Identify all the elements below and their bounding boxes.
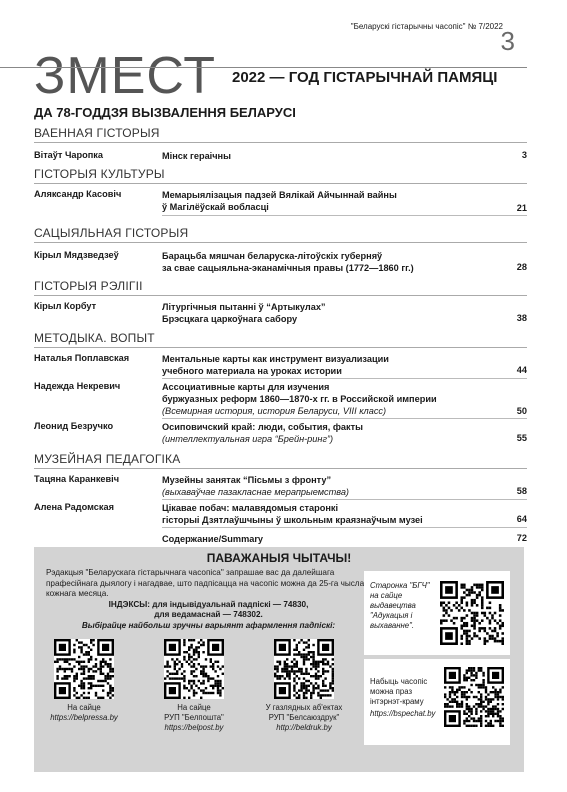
belpost-link[interactable]: https://belpost.by [164,723,224,732]
entry-author: Наталья Поплавская [34,353,130,363]
entry-page: 44 [516,365,527,375]
contents-heading: ЗМЕСТ [34,47,216,105]
entry-title: Ассоциативные карты для изучения буржуазных реформ 1860—1870-х гг. в Российской империи (Всемирная история, история Беларуси, VIII класс) [162,382,437,416]
entry-author: Вітаўт Чаропка [34,150,104,160]
beldruk-link[interactable]: http://beldruk.by [276,723,332,732]
section-heading: ГІСТОРЫЯ КУЛЬТУРЫ [34,167,527,184]
header-divider [0,67,527,68]
entry-divider [162,527,527,528]
toc-entry[interactable] [34,150,527,164]
index-line-2: для ведамаснай — 748302. [154,610,263,619]
entry-title: Ментальные карты как инструмент визуализации учебного материала на уроках истории [162,354,389,376]
toc-entry[interactable] [34,301,527,329]
entry-title: Мемарыялізацыя падзей Вялікай Айчыннай вайны ў Магілёўскай вобласці [162,190,397,212]
publisher-box [364,571,510,655]
entry-divider [162,499,527,500]
entry-title: Содержание/Summary [162,534,264,544]
notice-text: Рэдакцыя "Беларускага гістарычнага часопіса" запрашае вас да далейшага прафесійнага дыялогу і нагадвае, што падпісацца на часопіс можна да 25-га чысла кожнага месяца. [46,568,365,598]
choose-text: Выбірайце найбольш зручны варыянт афармлення падпіскі: [81,620,336,630]
index-line-1: ІНДЭКСЫ: для індывідуальнай падпіскі — 74830, [108,599,309,609]
entry-divider [162,378,527,379]
qr-code-shop[interactable] [444,667,504,727]
toc-entry[interactable] [34,353,527,381]
entry-author: Леонид Безручко [34,421,114,431]
section-heading: ГІСТОРЫЯ РЭЛІГІІ [34,279,527,296]
entry-title: Мінск гераічны [162,151,231,161]
entry-page: 21 [516,203,527,213]
section-heading: САЦЫЯЛЬНАЯ ГІСТОРЫЯ [34,226,527,243]
section-heading: МЕТОДЫКА. ВОПЫТ [34,331,527,348]
toc-entry[interactable] [34,250,527,278]
entry-page: 38 [516,313,527,323]
qr-code-belpressa[interactable] [54,639,114,699]
issue-subtitle: ДА 78-ГОДДЗЯ ВЫЗВАЛЕННЯ БЕЛАРУСІ [34,105,296,120]
qr-code-publisher[interactable] [440,581,504,645]
toc-entry[interactable] [34,502,527,530]
qr-code-belpost[interactable] [164,639,224,699]
publisher-text: Старонка "БГЧ" на сайце выдавецтва "Адукацыя і выхаванне". [370,581,430,630]
shop-text: Набыць часопіс можна праз інтэрнэт-краму [370,677,428,706]
entry-divider [162,418,527,419]
toc-entry[interactable] [34,421,527,449]
shop-link[interactable]: https://bspechat.by [370,709,436,718]
toc-entry[interactable] [34,474,527,502]
entry-author: Надежда Некревич [34,381,121,391]
subscription-notice [34,547,524,772]
entry-author: Аляксандр Касовіч [34,189,122,199]
entry-title: Цікавае побач: малавядомыя старонкі гісторыі Дзятлаўшчыны ў школьным краязнаўчым музеі [162,503,423,525]
entry-page: 64 [516,514,527,524]
toc-entry[interactable] [34,189,527,217]
journal-header: "Беларускі гістарычны часопіс" № 7/2022 [350,22,503,31]
page-number: 3 [500,26,515,56]
qr-caption: На сайце РУП "Белпошта" https://belpost.by [139,703,249,733]
entry-page: 50 [516,406,527,416]
entry-author: Кірыл Мядзведзеў [34,250,119,260]
year-title: 2022 — ГОД ГІСТАРЫЧНАЙ ПАМЯЦІ [232,69,498,86]
entry-page: 58 [516,486,527,496]
qr-caption: На сайце https://belpressa.by [29,703,139,723]
toc-entry[interactable] [34,533,527,547]
qr-caption: У газлядных аб'ектах РУП "Белсаюздрук" http://beldruk.by [249,703,359,733]
entry-author: Тацяна Каранкевіч [34,474,120,484]
entry-title: Барацьба мяшчан беларуска-літоўскіх губерняў за свае сацыяльна-эканамічныя правы (1772—1860 гг.) [162,251,414,273]
entry-title: Музейны занятак “Пісьмы з фронту” (выхаваўчае пазакласнае мерапрыемства) [162,475,349,497]
entry-author: Алена Радомская [34,502,114,512]
shop-box [364,659,510,745]
entry-page: 55 [516,433,527,443]
section-heading: ВАЕННАЯ ГІСТОРЫЯ [34,126,527,143]
entry-page: 72 [516,533,527,543]
entry-page: 28 [516,262,527,272]
entry-author: Кірыл Корбут [34,301,97,311]
qr-code-beldruk[interactable] [274,639,334,699]
belpressa-link[interactable]: https://belpressa.by [50,713,118,722]
entry-title: Літургічныя пытанні ў “Артыкулах” Брэсцкага царкоўнага сабору [162,302,326,324]
entry-page: 3 [521,150,527,160]
notice-title: ПАВАЖАНЫЯ ЧЫТАЧЫ! [206,551,352,565]
toc-entry[interactable] [34,381,527,421]
section-heading: МУЗЕЙНАЯ ПЕДАГОГІКА [34,452,527,469]
entry-title: Осиповичский край: люди, события, факты (интеллектуальная игра “Брейн-ринг”) [162,422,363,444]
entry-divider [162,215,527,216]
notice-body [46,568,371,631]
